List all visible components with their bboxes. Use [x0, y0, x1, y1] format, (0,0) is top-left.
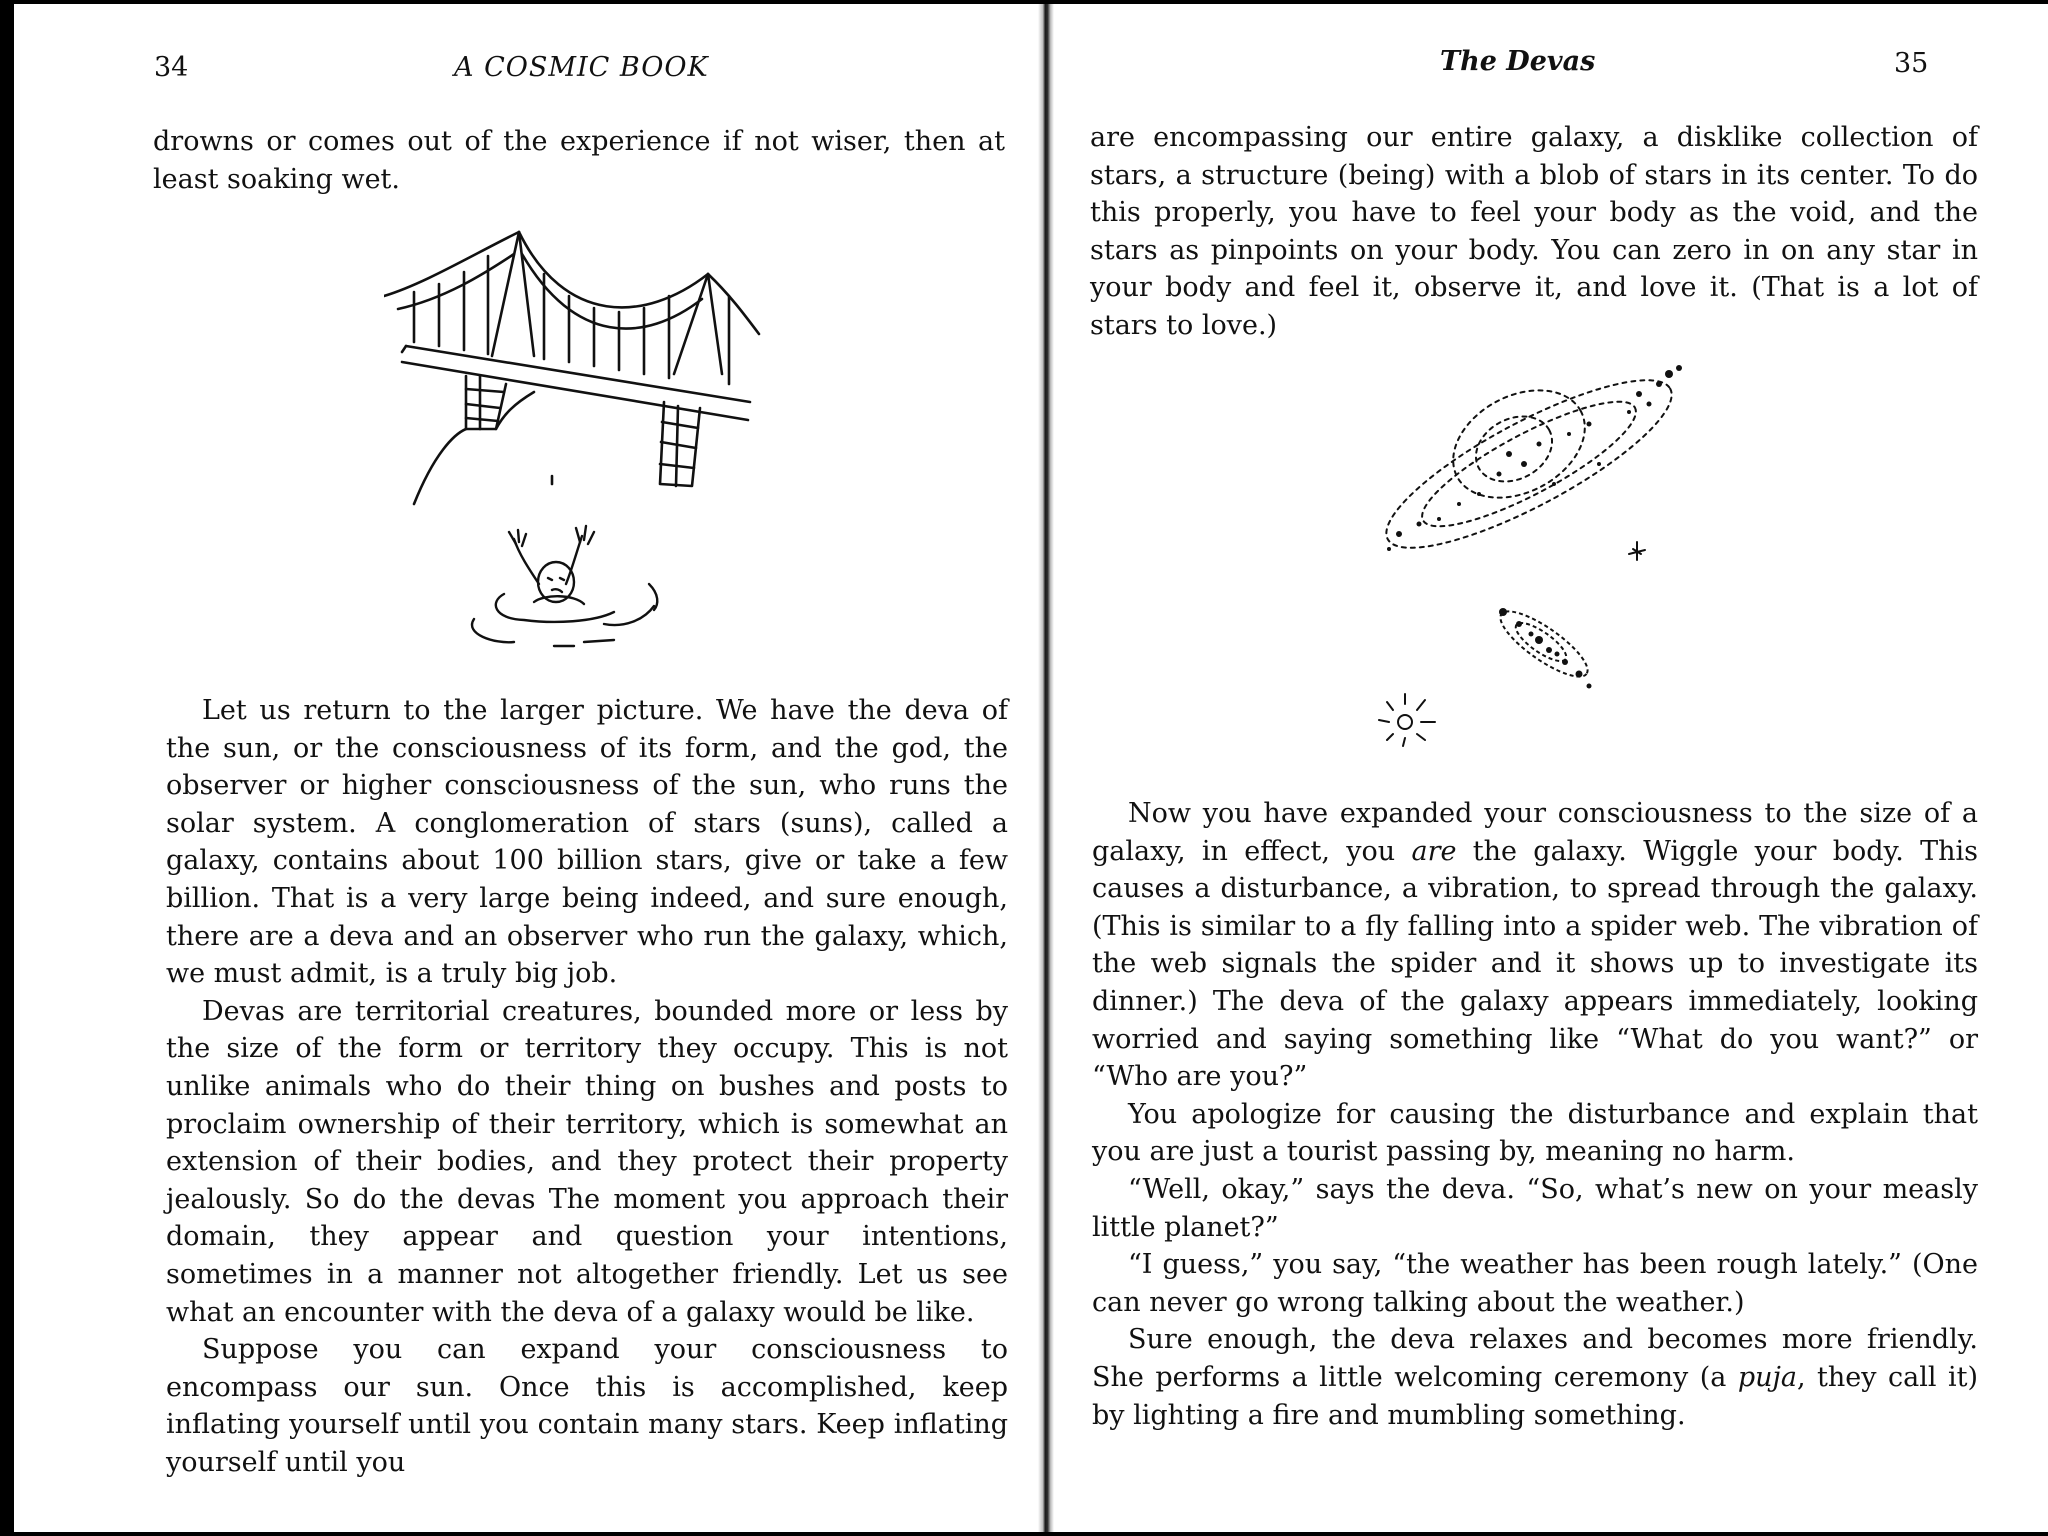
paragraph: “Well, okay,” says the deva. “So, what’s new on your measly little planet?”	[1092, 1173, 1978, 1243]
body-text	[1092, 795, 1978, 1434]
carry-over-text	[1090, 119, 1978, 345]
sun-icon	[1369, 682, 1449, 752]
right-page	[1054, 4, 2048, 1532]
left-page	[14, 4, 1038, 1532]
page-number: 35	[1894, 48, 1929, 79]
paragraph: Sure enough, the deva relaxes and becomes more friendly. She performs a little welcoming ceremony (a puja, they call it) by lighting a fire and mumbling something.	[1092, 1324, 1978, 1431]
galaxy-illustration-icon	[1339, 354, 1739, 574]
paragraph: drowns or comes out of the experience if not wiser, then at least soaking wet.	[153, 126, 1005, 195]
body-text	[166, 692, 1008, 1481]
carry-over-text	[153, 123, 1005, 198]
paragraph: Let us return to the larger picture. We have the deva of the sun, or the consciousness of its form, and the god, the observer or higher consciousness of the sun, who runs the solar system. A conglomeration of stars (suns), called a galaxy, contains about 100 billion stars, give or take a few billion. That is a very large being indeed, and sure enough, there are a deva and an observer who run the galaxy, which, we must admit, is a truly big job.	[166, 695, 1008, 990]
book-spread	[14, 4, 2048, 1532]
paragraph: Devas are territorial creatures, bounded more or less by the size of the form or territory they occupy. This is not unlike animals who do their thing on bushes and posts to proclaim ownership of their territory, which is somewhat an extension of their bodies, and they protect their property jealously. So do the devas The moment you approach their domain, they appear and question your intentions, sometimes in a manner not altogether friendly. Let us see what an encounter with the deva of a galaxy would be like.	[166, 995, 1008, 1328]
running-head: The Devas	[1440, 46, 1596, 77]
paragraph: Now you have expanded your consciousness to the size of a galaxy, in effect, you are the galaxy. Wiggle your body. This causes a disturbance, a vibration, to spread through the galaxy. (This is similar to a fly falling into a spider web. The vibration of the web signals the spider and it shows up to investigate its dinner.) The deva of the galaxy appears immediately, looking worried and saying something like “What do you want?” or “Who are you?”	[1092, 798, 1978, 1093]
paragraph: are encompassing our entire galaxy, a disklike collection of stars, a structure (being) with a blob of stars in its center. To do this properly, you have to feel your body as the void, and the stars as pinpoints on your body. You can zero in on any star in your body and feel it, observe it, and love it. (That is a lot of stars to love.)	[1090, 122, 1978, 341]
drowning-figure-icon	[464, 524, 674, 654]
paragraph: You apologize for causing the disturbance and explain that you are just a tourist passing by, meaning no harm.	[1092, 1098, 1978, 1168]
running-head: A COSMIC BOOK	[454, 52, 709, 83]
small-galaxy-icon	[1479, 594, 1619, 704]
paragraph: “I guess,” you say, “the weather has been rough lately.” (One can never go wrong talking about the weather.)	[1092, 1249, 1978, 1318]
paragraph: Suppose you can expand your consciousness to encompass our sun. Once this is accomplished, keep inflating yourself until you contain many stars. Keep inflating yourself until you	[166, 1334, 1008, 1478]
bridge-illustration-icon	[384, 224, 774, 514]
page-number: 34	[154, 52, 189, 83]
book-gutter	[1038, 4, 1054, 1532]
